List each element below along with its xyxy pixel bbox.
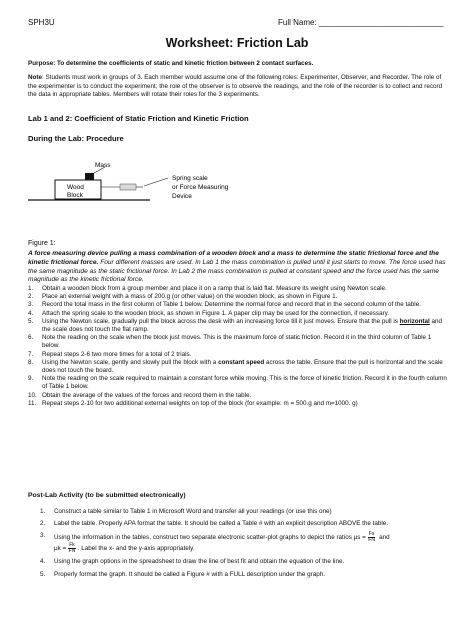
list-item: 1. Obtain a wooden block from a group member and place it on a ramp that is laid flat. Measure its weight using Newton scale. <box>28 285 387 292</box>
list-item: 9. Note the reading on the scale required to maintain a constant force while moving. This is the force of kinetic friction. Record it in the fourth column of Table 1 below. <box>28 375 447 391</box>
post-lab-list <box>40 508 448 579</box>
emphasis-horizontal: horizontal <box>399 317 430 325</box>
figure-desc-rest: Four different masses are used. In Lab 1 the mass combination is pulled until it just starts to move. The force used has the same magnitude as the static frictional force. In Lab 2 the mass combination is pulled at constant speed and the force used has the same magnitude as the kinetic frictional force. <box>28 258 446 284</box>
list-item: 3. Using the information in the tables, construct two separate electronic scatter-plot graphs to depict the ratios μs = $\frac{Fs}{FN}$ and μk = $\frac{Fk}{FN}$ . Label the x- and the y-axis appropriately. <box>40 531 390 555</box>
list-item: 8. Using the Newton scale, gently and slowly pull the block with a constant speed across the table. Ensure that the pull is horizontal and the scale does not touch the board. <box>28 358 443 375</box>
post-lab-heading: Post-Lab Activity (to be submitted electronically) <box>28 492 186 499</box>
ratio-kinetic-fraction: $\frac{Fk}{FN}$ <box>68 542 76 555</box>
procedure-list <box>28 285 448 408</box>
section-heading: Lab 1 and 2: Coefficient of Static Friction and Kinetic Friction <box>28 114 249 123</box>
scale-label-1: Spring scale <box>172 175 208 182</box>
figure-description <box>28 250 448 285</box>
purpose-text: To determine the coefficients of static and kinetic friction between 2 contact surfaces. <box>55 60 314 67</box>
list-item: 3. Record the total mass in the first column of Table 1 below. Determine the normal force and record that in the second column of the table. <box>28 301 421 309</box>
list-item: 1. Construct a table similar to Table 1 in Microsoft Word and transfer all your readings (or use this one) <box>40 508 332 515</box>
list-item: 10. Obtain the average of the values of the forces and record them in the table. <box>28 391 252 399</box>
list-item: 5. Properly format the graph. It should be called a Figure # with a FULL description under the graph. <box>40 570 326 578</box>
mu-k-symbol: μk = <box>54 545 67 553</box>
purpose-label: Purpose: <box>28 60 56 67</box>
page-title: Worksheet: Friction Lab <box>165 36 309 50</box>
list-item: 11. Repeat steps 2-10 for two additional external weights on top of the block (for example: m = 500.g and m=1000. g) <box>28 399 358 407</box>
list-item: 4. Using the graph options in the spreadsheet to draw the line of best fit and obtain the equation of the line. <box>40 558 345 566</box>
figure-caption: Figure 1: <box>28 240 56 247</box>
list-item: 5. Using the Newton scale, gradually pull the block across the desk with an increasing force till it just moves. Ensure that the pull is horizontal and the scale does not touch the flat ramp. <box>28 317 443 334</box>
spring-scale <box>120 184 136 190</box>
list-item: 7. Repeat steps 2-6 two more times for a total of 2 trials. <box>28 350 192 358</box>
mass-square <box>85 173 94 180</box>
figure-desc-bold: A force measuring device pulling a mass combination of a wooden block and a mass to determine the static frictional force and the kinetic frictional force. <box>28 250 439 266</box>
scale-pointer-line <box>144 178 168 186</box>
mu-s-symbol: μs = <box>353 534 366 542</box>
block-label-1: Wood <box>67 184 84 191</box>
ratio-static-fraction: $\frac{Fs}{FN}$ <box>368 531 375 544</box>
full-name-field[interactable]: Full Name: ____________________________ <box>278 18 444 27</box>
list-item: 6. Note the reading on the scale when the block just moves. This is the maximum force of static friction. Record it in the third column of Table 1 below. <box>28 334 432 350</box>
emphasis-constant-speed: constant speed <box>218 358 265 366</box>
list-item: 4. Attach the spring scale to the wooden block, as shown in Figure 1. A paper clip may be used for the connection, if necessary. <box>28 309 390 317</box>
block-label-2: Block <box>67 192 83 199</box>
mass-label: Mass <box>95 162 111 169</box>
scale-label-3: Device <box>172 193 192 200</box>
list-item: 2. Place an external weight with a mass of 200.g (or other value) on the wooden block, as shown in Figure 1. <box>28 293 338 301</box>
note-label: Note <box>28 74 42 81</box>
scale-label-2: or Force Measuring <box>172 184 229 191</box>
note-text: : Students must work in groups of 3. Each member would assume one of the following roles: Experimenter, Observer, and Recorder. The role of the experimenter is to conduct the experiment; the role of the observer is to observe the readings, and the role of the recorder is to collect and record the data in appropriate tables. Members will rotate their roles for the 3 experiments. <box>28 74 443 99</box>
list-item: 2. Label the table. Properly APA format the table. It should be called a Table # with an explicit description ABOVE the table. <box>40 520 389 528</box>
procedure-heading: During the Lab: Procedure <box>28 134 124 143</box>
course-code: SPH3U <box>28 18 55 27</box>
